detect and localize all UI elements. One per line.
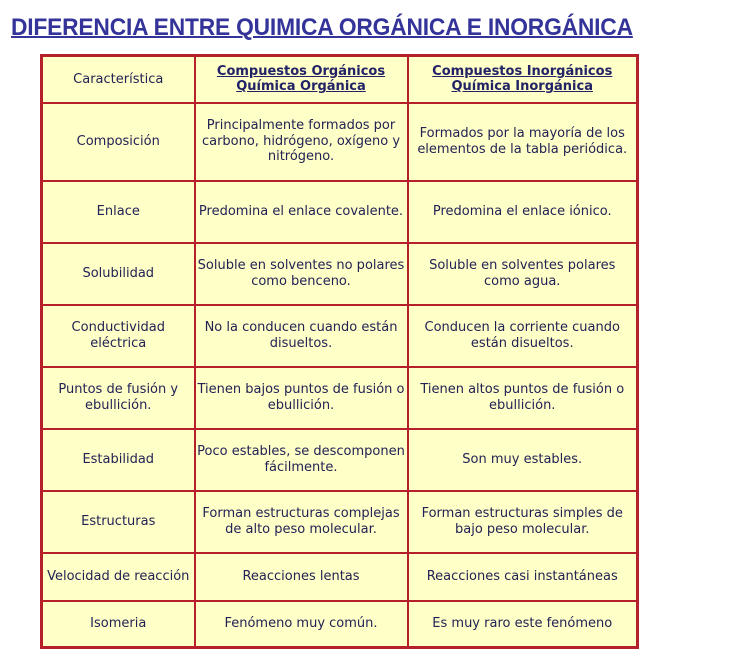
table-row: [42, 553, 638, 601]
table-cell: Fenómeno muy común.: [195, 601, 408, 648]
table-cell: Soluble en solventes polares como agua.: [408, 243, 638, 305]
comparison-table: [40, 54, 639, 649]
table-row: [42, 491, 638, 553]
row-label: Velocidad de reacción: [42, 553, 195, 601]
row-label: Enlace: [42, 181, 195, 243]
table-cell: Tienen altos puntos de fusión o ebullición.: [408, 367, 638, 429]
row-label: Estabilidad: [42, 429, 195, 491]
table-cell: Forman estructuras simples de bajo peso molecular.: [408, 491, 638, 553]
table-row: [42, 601, 638, 648]
table-cell: Tienen bajos puntos de fusión o ebullición.: [195, 367, 408, 429]
table-cell: Es muy raro este fenómeno: [408, 601, 638, 648]
table-cell: Predomina el enlace covalente.: [195, 181, 408, 243]
row-label: Estructuras: [42, 491, 195, 553]
row-label: Solubilidad: [42, 243, 195, 305]
header-row: [42, 56, 638, 103]
table-cell: Reacciones lentas: [195, 553, 408, 601]
row-label: Puntos de fusión y ebullición.: [42, 367, 195, 429]
table-row: [42, 103, 638, 181]
row-label: Isomeria: [42, 601, 195, 648]
table-cell: Reacciones casi instantáneas: [408, 553, 638, 601]
table-row: [42, 305, 638, 367]
table-row: [42, 243, 638, 305]
table-row: [42, 181, 638, 243]
header-cell-link[interactable]: Compuestos Inorgánicos Química Inorgánica: [408, 56, 638, 103]
row-label: Conductividad eléctrica: [42, 305, 195, 367]
table-row: [42, 367, 638, 429]
table-cell: Conducen la corriente cuando están disueltos.: [408, 305, 638, 367]
table-cell: Poco estables, se descomponen fácilmente.: [195, 429, 408, 491]
table-cell: Forman estructuras complejas de alto peso molecular.: [195, 491, 408, 553]
header-cell: Característica: [42, 56, 195, 103]
table-row: [42, 429, 638, 491]
table-cell: No la conducen cuando están disueltos.: [195, 305, 408, 367]
header-cell-link[interactable]: Compuestos Orgánicos Química Orgánica: [195, 56, 408, 103]
page-title: DIFERENCIA ENTRE QUIMICA ORGÁNICA E INORGÁNICA: [11, 14, 633, 41]
table-cell: Predomina el enlace iónico.: [408, 181, 638, 243]
table-cell: Son muy estables.: [408, 429, 638, 491]
table-cell: Principalmente formados por carbono, hidrógeno, oxígeno y nitrógeno.: [195, 103, 408, 181]
row-label: Composición: [42, 103, 195, 181]
table-cell: Formados por la mayoría de los elementos de la tabla periódica.: [408, 103, 638, 181]
table-cell: Soluble en solventes no polares como benceno.: [195, 243, 408, 305]
